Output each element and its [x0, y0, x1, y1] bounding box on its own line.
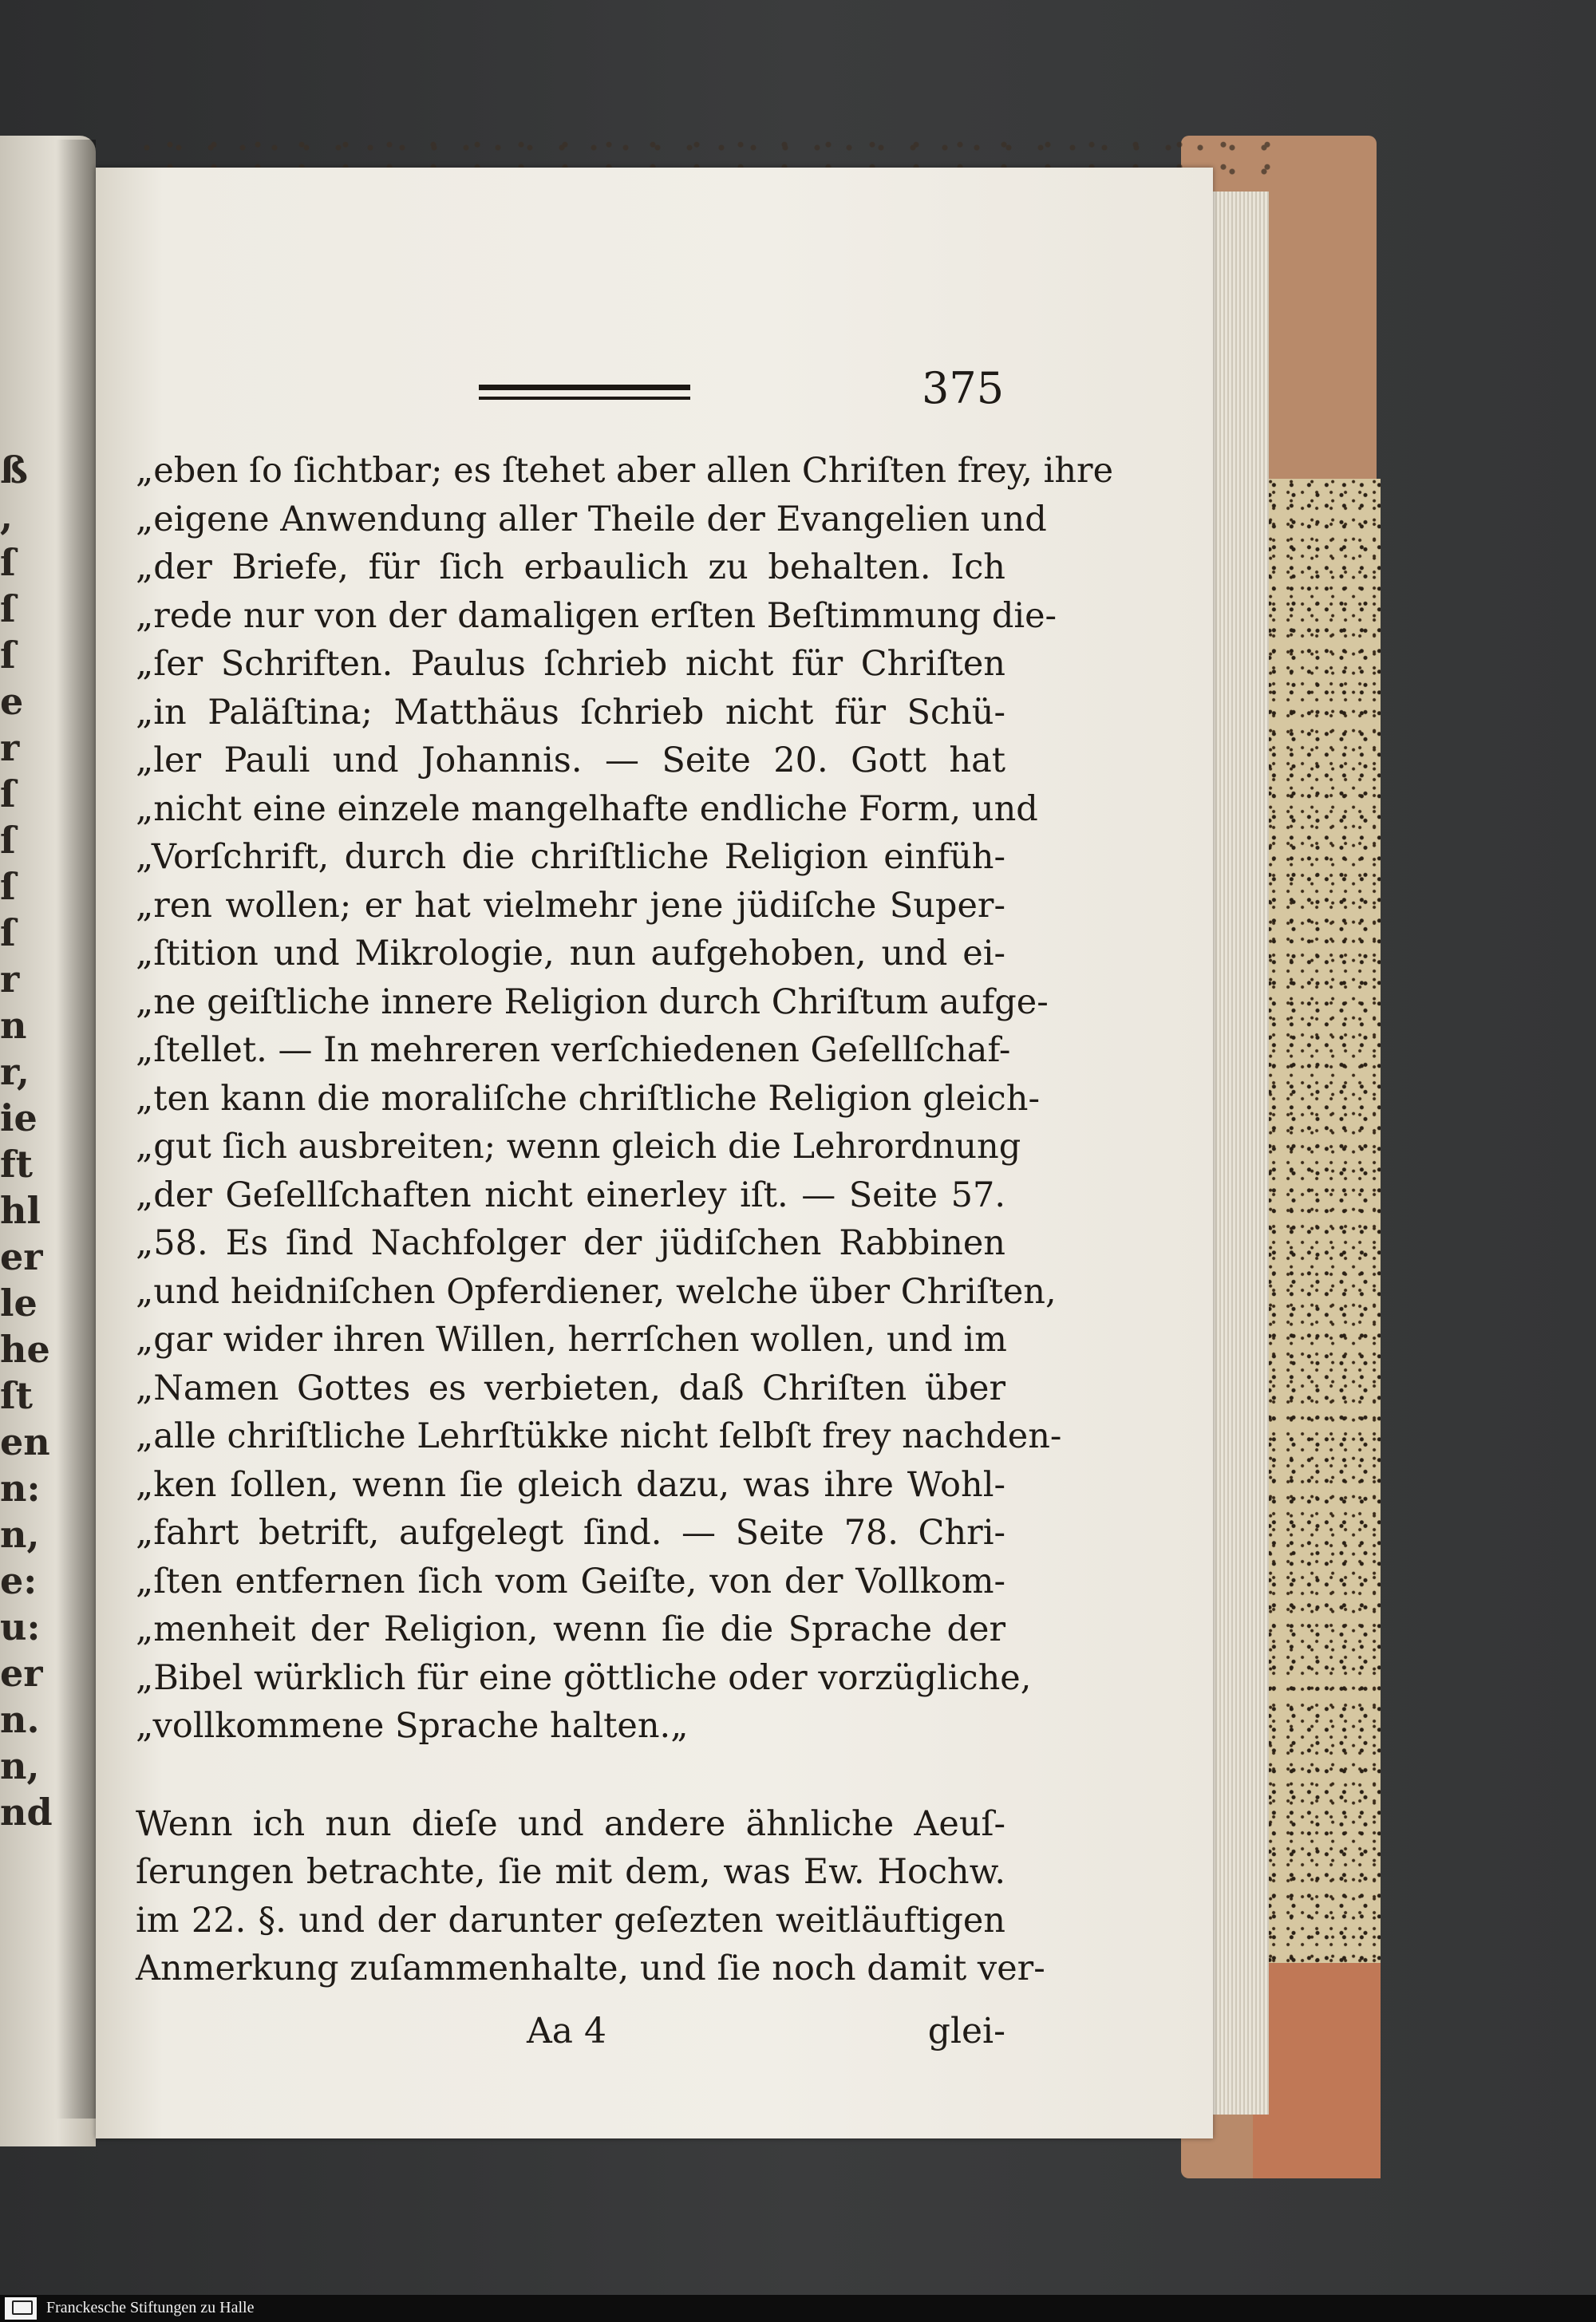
text-line: „ſtition und Mikrologie, nun aufgehoben, und ei-	[136, 934, 1005, 973]
margin-fragment: ſ	[0, 541, 16, 584]
text-line: „alle chriſtliche Lehrſtükke nicht ſelbſt frey nachden-	[136, 1416, 1062, 1456]
text-line: „vollkommene Sprache halten.„	[136, 1706, 689, 1746]
text-line: im 22. §. und der darunter geſezten weitläuftigen	[136, 1900, 1005, 1941]
signature-mark: Aa 4	[527, 2011, 606, 2051]
book-gutter-shadow	[56, 140, 96, 2119]
text-line: „gut ſich ausbreiten; wenn gleich die Lehrordnung	[136, 1127, 1021, 1167]
margin-fragment: n,	[0, 1513, 40, 1556]
margin-fragment: n	[0, 1004, 27, 1047]
margin-fragment: u:	[0, 1605, 41, 1649]
text-line: „ſten entfernen ſich vom Geiſte, von der Vollkom-	[136, 1561, 1005, 1601]
left-page-margin-text	[0, 447, 53, 1835]
margin-fragment: he	[0, 1328, 50, 1371]
text-line: „ken ſollen, wenn ſie gleich dazu, was ihre Wohl-	[136, 1464, 1005, 1505]
header-rule	[479, 385, 690, 390]
text-line: „58. Es ſind Nachfolger der jüdiſchen Rabbinen	[136, 1223, 1005, 1263]
footer-credit: Franckesche Stiftungen zu Halle	[46, 2299, 255, 2316]
text-line: „der Briefe, für ſich erbaulich zu behalten. Ich	[136, 547, 1005, 587]
text-line: „fahrt betrift, aufgelegt ſind. — Seite 78. Chri-	[136, 1513, 1005, 1553]
text-line: „ſer Schriften. Paulus ſchrieb nicht für Chriſten	[136, 644, 1005, 684]
margin-fragment: n.	[0, 1698, 40, 1741]
marbled-cover-paper	[1253, 479, 1381, 1995]
text-line: „ſtellet. — In mehreren verſchiedenen Geſellſchaf-	[136, 1030, 1011, 1070]
margin-fragment: ſ	[0, 911, 16, 954]
text-line: Wenn ich nun dieſe und andere ähnliche Aeuſ-	[136, 1803, 1005, 1844]
footer-bar	[0, 2295, 1596, 2322]
text-line: ſerungen betrachte, ſie mit dem, was Ew. Hochw.	[136, 1852, 1005, 1892]
text-line: „rede nur von der damaligen erſten Beſtimmung die-	[136, 595, 1057, 636]
text-line: „ler Pauli und Johannis. — Seite 20. Gott hat	[136, 740, 1005, 780]
header-rule-thin	[479, 397, 690, 400]
leather-corner	[1253, 1963, 1381, 2178]
margin-fragment: ſt	[0, 1374, 34, 1417]
text-line: „der Geſellſchaften nicht einerley iſt. — Seite 57.	[136, 1175, 1005, 1215]
margin-fragment: e	[0, 680, 24, 723]
margin-fragment: ſ	[0, 587, 16, 630]
text-line: „eben ſo ſichtbar; es ſtehet aber allen Chriſten frey, ihre	[136, 451, 1114, 491]
paragraph	[136, 1800, 1045, 1993]
margin-fragment: er	[0, 1235, 43, 1278]
text-line: „Namen Gottes es verbieten, daß Chriſten über	[136, 1368, 1005, 1408]
text-line: „Vorſchrift, durch die chriſtliche Religion einfüh-	[136, 837, 1005, 877]
margin-fragment: n:	[0, 1467, 41, 1510]
text-line: „in Paläſtina; Matthäus ſchrieb nicht für Schü-	[136, 692, 1005, 733]
margin-fragment: r,	[0, 1050, 30, 1093]
page-number: 375	[922, 363, 1005, 413]
margin-fragment: nd	[0, 1791, 53, 1834]
text-line: „ten kann die moraliſche chriſtliche Religion gleich-	[136, 1078, 1040, 1119]
text-line: „nicht eine einzele mangelhafte endliche Form, und	[136, 788, 1038, 829]
quoted-paragraph	[136, 447, 1114, 1751]
margin-fragment: ſ	[0, 819, 16, 862]
text-line: „eigene Anwendung aller Theile der Evangelien und	[136, 499, 1047, 539]
margin-fragment: r	[0, 958, 20, 1001]
margin-fragment: ſ	[0, 772, 16, 815]
margin-fragment: le	[0, 1281, 38, 1325]
margin-fragment: hl	[0, 1189, 41, 1232]
margin-fragment: en	[0, 1420, 50, 1463]
text-line: „gar wider ihren Willen, herrſchen wollen, und im	[136, 1320, 1007, 1360]
foundation-logo-icon	[5, 2297, 37, 2320]
text-line: „und heidniſchen Opferdiener, welche über Chriſten,	[136, 1271, 1057, 1312]
margin-fragment: ß	[0, 448, 28, 492]
text-line: „ne geiſtliche innere Religion durch Chriſtum aufge-	[136, 981, 1049, 1022]
margin-fragment: e:	[0, 1559, 38, 1602]
margin-fragment: ſ	[0, 865, 16, 908]
margin-fragment: ſ	[0, 634, 16, 677]
text-line: „Bibel würklich für eine göttliche oder vorzügliche,	[136, 1657, 1032, 1698]
margin-fragment: ,	[0, 495, 14, 538]
catchword: glei-	[927, 2011, 1005, 2051]
body-text	[136, 447, 1114, 1993]
margin-fragment: ie	[0, 1096, 38, 1139]
text-line: „menheit der Religion, wenn ſie die Sprache der	[136, 1609, 1005, 1649]
margin-fragment: n,	[0, 1744, 40, 1787]
text-line: „ren wollen; er hat vielmehr jene jüdiſche Super-	[136, 885, 1005, 926]
margin-fragment: er	[0, 1652, 43, 1695]
margin-fragment: ft	[0, 1143, 34, 1186]
text-line: Anmerkung zuſammenhalte, und ſie noch damit ver-	[136, 1949, 1045, 1988]
margin-fragment: r	[0, 726, 20, 769]
